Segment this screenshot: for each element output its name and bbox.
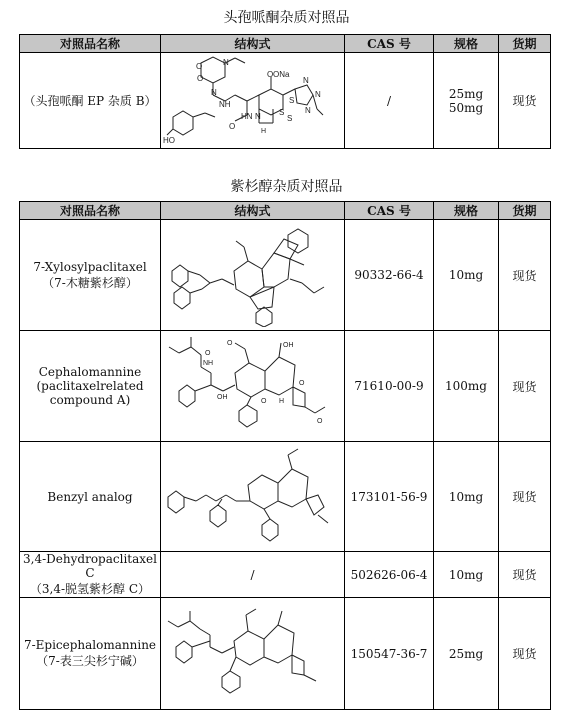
table-row xyxy=(20,598,551,710)
atom-s2: S xyxy=(289,95,295,105)
atom-s1: S xyxy=(279,107,285,117)
atom-o1: O xyxy=(204,350,210,357)
header-name: 对照品名称 xyxy=(20,35,161,53)
atom-o3: O xyxy=(298,380,304,387)
table2-title: 紫杉醇杂质对照品 xyxy=(230,179,343,195)
atom-o5: O xyxy=(316,418,322,425)
product-name: Benzyl analog xyxy=(20,442,161,552)
cas-number: 71610-00-9 xyxy=(345,331,434,442)
header-stock: 货期 xyxy=(499,35,551,53)
header-structure: 结构式 xyxy=(161,202,345,220)
structure-cell: / xyxy=(161,552,345,598)
cas-number: 150547-36-7 xyxy=(345,598,434,710)
cefoperazone-impurity-table xyxy=(19,34,551,149)
atom-nh: NH xyxy=(202,360,213,367)
structure-cell xyxy=(161,53,345,149)
structure-cell xyxy=(161,442,345,552)
atom-h: H xyxy=(261,127,267,135)
product-name-en: Cephalomannine xyxy=(38,365,142,379)
atom-n3: N xyxy=(303,75,309,85)
atom-coona: ONa xyxy=(273,69,290,79)
structure-cell xyxy=(161,598,345,710)
atom-o2: O xyxy=(197,73,204,83)
product-name-sub: compound A) xyxy=(49,393,131,407)
spec-option-1: 25mg xyxy=(448,86,484,101)
header-spec: 规格 xyxy=(434,202,499,220)
spec: 10mg xyxy=(434,220,499,331)
stock-status: 现货 xyxy=(499,331,551,442)
table-row xyxy=(20,331,551,442)
structure-cell xyxy=(161,331,345,442)
spec: 10mg xyxy=(434,442,499,552)
atom-n2: N xyxy=(255,111,261,121)
spec-option-2: 50mg xyxy=(448,100,484,115)
stock-status: 现货 xyxy=(499,552,551,598)
table-header-row xyxy=(20,202,551,220)
cas-number: 173101-56-9 xyxy=(345,442,434,552)
header-stock: 货期 xyxy=(499,202,551,220)
atom-s3: S xyxy=(287,113,293,123)
product-name-en: 7-Xylosylpaclitaxel xyxy=(33,259,147,274)
product-name xyxy=(20,552,161,598)
atom-o4: O xyxy=(260,398,266,405)
atom-o4: O xyxy=(229,121,236,131)
product-name-en: 7-Epicephalomannine xyxy=(23,638,157,652)
header-name: 对照品名称 xyxy=(20,202,161,220)
product-name xyxy=(20,331,161,442)
product-name-cn: （3,4-脱氢紫杉醇 C） xyxy=(29,582,151,596)
cas-number: / xyxy=(345,53,434,149)
header-cas: CAS 号 xyxy=(345,35,434,53)
atom-oh1: OH xyxy=(216,394,227,401)
atom-o1: O xyxy=(196,61,203,71)
spec: 10mg xyxy=(434,552,499,598)
atom-n4: N xyxy=(315,89,321,99)
atom-oh2: OH xyxy=(282,342,293,349)
table-row xyxy=(20,220,551,331)
atom-nh1: NH xyxy=(219,99,231,109)
product-name xyxy=(20,598,161,710)
cephalomannine-structure xyxy=(165,333,341,439)
atom-hn: HN xyxy=(241,111,253,121)
structure-cell xyxy=(161,220,345,331)
cas-number: 90332-66-4 xyxy=(345,220,434,331)
atom-o3: O xyxy=(267,69,274,79)
product-name xyxy=(20,220,161,331)
table-header-row xyxy=(20,35,551,53)
xylosylpaclitaxel-structure xyxy=(164,223,342,327)
atom-n1: N xyxy=(223,57,229,67)
stock-status: 现货 xyxy=(499,53,551,149)
header-structure: 结构式 xyxy=(161,35,345,53)
stock-status: 现货 xyxy=(499,220,551,331)
product-name-cn: （7-表三尖杉宁碱） xyxy=(36,654,144,668)
product-name: （头孢哌酮 EP 杂质 B） xyxy=(20,53,161,149)
atom-h: H xyxy=(278,398,284,405)
atom-ho: HO xyxy=(163,135,175,145)
spec: 100mg xyxy=(434,331,499,442)
table1-title: 头孢哌酮杂质对照品 xyxy=(223,10,350,26)
paclitaxel-impurity-table xyxy=(19,201,551,710)
cas-number: 502626-06-4 xyxy=(345,552,434,598)
stock-status: 现货 xyxy=(499,442,551,552)
benzyl-analog-structure xyxy=(164,445,342,549)
spec: 25mg xyxy=(434,598,499,710)
product-name-cn: （7-木糖紫杉醇） xyxy=(42,275,138,290)
atom-n6: N xyxy=(211,87,217,97)
epicephalomannine-structure xyxy=(164,601,342,707)
cefoperazone-impurity-b-structure xyxy=(163,55,343,147)
table-row xyxy=(20,53,551,149)
product-name-en: 3,4-Dehydropaclitaxel C xyxy=(23,552,157,580)
atom-n5: N xyxy=(305,105,311,115)
header-cas: CAS 号 xyxy=(345,202,434,220)
stock-status: 现货 xyxy=(499,598,551,710)
product-name-sub: (paclitaxelrelated xyxy=(36,379,144,393)
table-row xyxy=(20,552,551,598)
spec xyxy=(434,53,499,149)
table-row xyxy=(20,442,551,552)
header-spec: 规格 xyxy=(434,35,499,53)
atom-o2: O xyxy=(226,340,232,347)
